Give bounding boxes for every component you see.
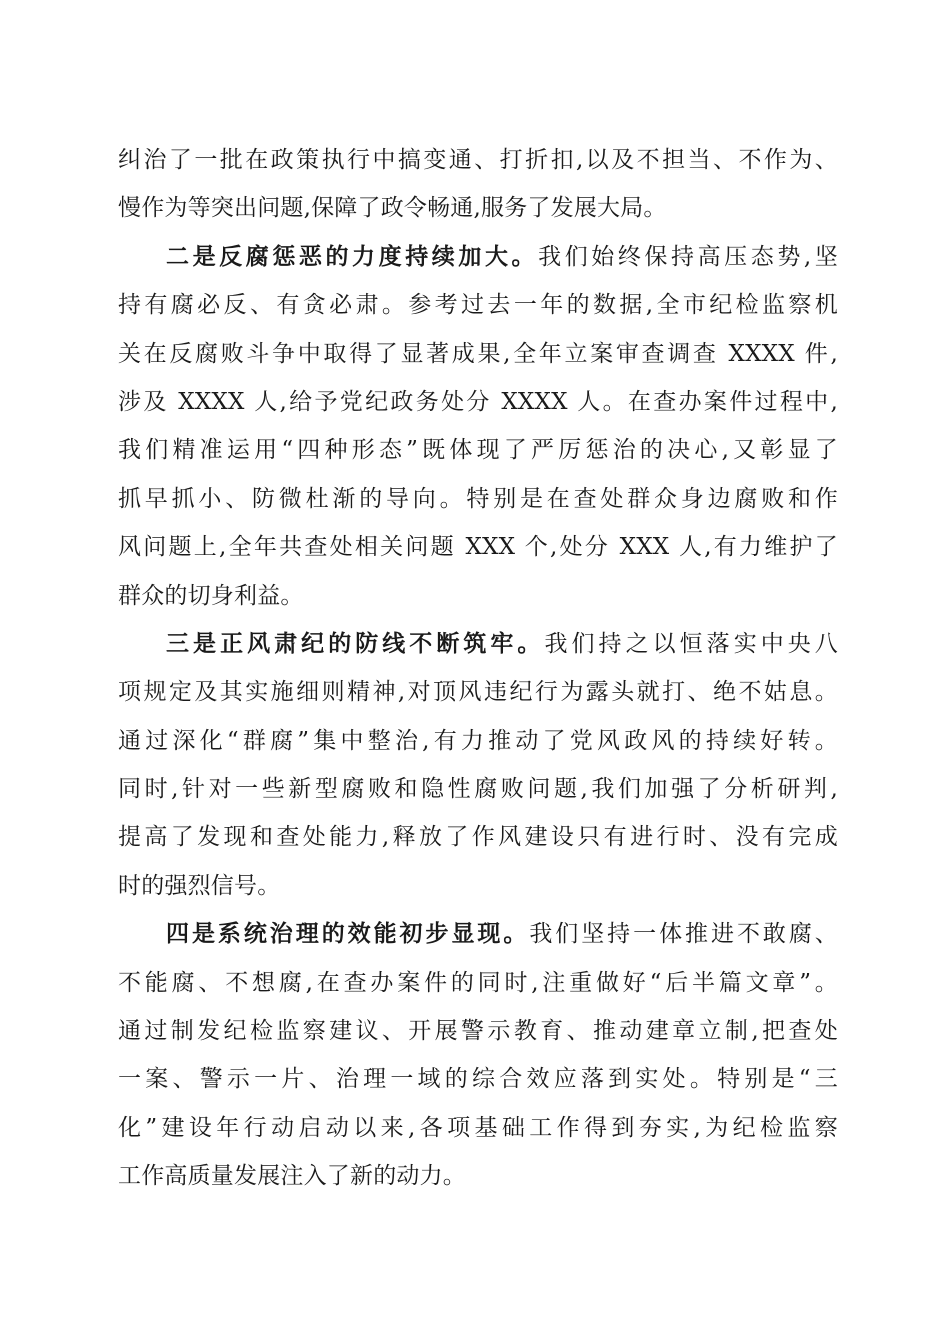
paragraph-3-line-1-text: 我们持之以恒落实中央八	[544, 630, 838, 657]
paragraph-3-line-5: 提高了发现和查处能力,释放了作风建设只有进行时、没有完成	[118, 824, 838, 851]
paragraph-4-line-3: 通过制发纪检监察建议、开展警示教育、推动建章立制,把查处	[118, 1018, 838, 1045]
paragraph-2-lead: 二是反腐惩恶的力度持续加大。	[166, 242, 539, 270]
paragraph-4-line-1-text: 我们坚持一体推进不敢腐、	[529, 921, 838, 948]
paragraph-2-line-4: 涉及 XXXX 人,给予党纪政务处分 XXXX 人。在查办案件过程中,	[118, 388, 838, 415]
paragraph-4-line-2: 不能腐、不想腐,在查办案件的同时,注重做好“后半篇文章”。	[118, 969, 838, 996]
paragraph-3-line-3: 通过深化“群腐”集中整治,有力推动了党风政风的持续好转。	[118, 727, 838, 754]
paragraph-1-line-1: 纠治了一批在政策执行中搞变通、打折扣,以及不担当、不作为、	[118, 147, 838, 173]
paragraph-3-line-2: 项规定及其实施细则精神,对顶风违纪行为露头就打、绝不姑息。	[118, 679, 838, 706]
paragraph-4-line-4: 一案、警示一片、治理一域的综合效应落到实处。特别是“三	[118, 1066, 838, 1093]
paragraph-2-line-1	[118, 233, 838, 281]
paragraph-2-line-7: 风问题上,全年共查处相关问题 XXX 个,处分 XXX 人,有力维护了	[118, 534, 838, 561]
paragraph-4-lead: 四是系统治理的效能初步显现。	[166, 920, 530, 948]
paragraph-2-line-8: 群众的切身利益。	[118, 582, 304, 609]
paragraph-2-line-5: 我们精准运用“四种形态”既体现了严厉惩治的决心,又彰显了	[118, 437, 838, 464]
paragraph-2-line-2: 持有腐必反、有贪必肃。参考过去一年的数据,全市纪检监察机	[118, 292, 838, 319]
paragraph-3-line-4: 同时,针对一些新型腐败和隐性腐败问题,我们加强了分析研判,	[118, 776, 838, 803]
paragraph-4-line-1	[118, 910, 838, 958]
paragraph-3-line-1	[118, 620, 838, 668]
paragraph-3-lead: 三是正风肃纪的防线不断筑牢。	[166, 629, 545, 657]
paragraph-2-line-3: 关在反腐败斗争中取得了显著成果,全年立案审查调查 XXXX 件,	[118, 340, 838, 367]
paragraph-3-line-6: 时的强烈信号。	[118, 872, 281, 899]
paragraph-1-line-2: 慢作为等突出问题,保障了政令畅通,服务了发展大局。	[118, 195, 667, 222]
document-body	[118, 136, 838, 1201]
paragraph-2-line-1-text: 我们始终保持高压态势,坚	[538, 243, 838, 270]
paragraph-4-line-6: 工作高质量发展注入了新的动力。	[118, 1163, 466, 1190]
paragraph-4-line-5: 化”建设年行动启动以来,各项基础工作得到夯实,为纪检监察	[118, 1114, 838, 1141]
paragraph-2-line-6: 抓早抓小、防微杜渐的导向。特别是在查处群众身边腐败和作	[118, 485, 838, 512]
